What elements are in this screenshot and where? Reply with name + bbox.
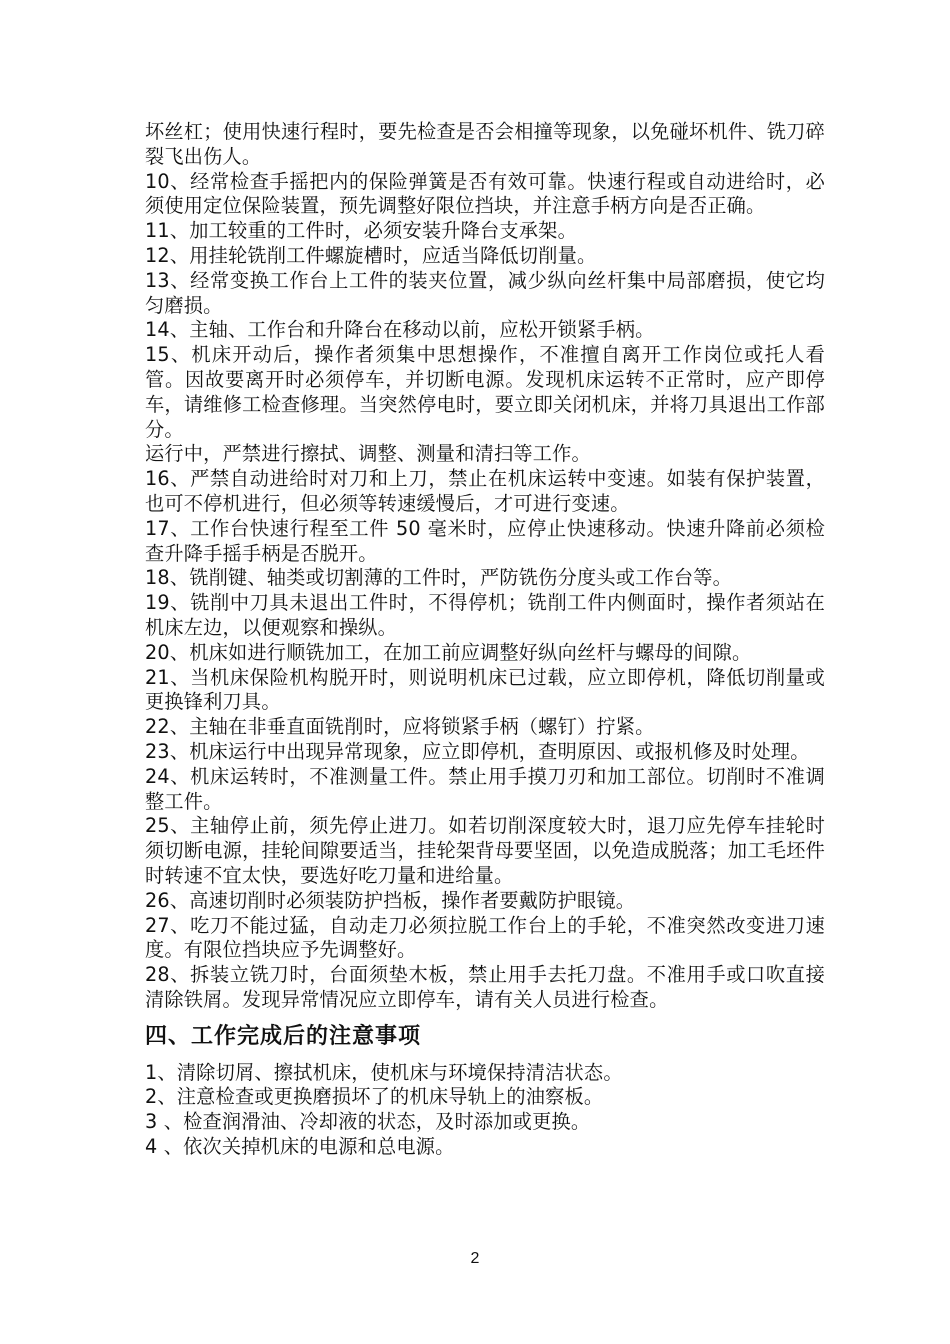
rule-22: 22、主轴在非垂直面铣削时，应将锁紧手柄（螺钉）拧紧。 <box>145 715 655 739</box>
page-number: 2 <box>470 1250 480 1267</box>
rule-12: 12、用挂轮铣削工件螺旋槽时，应适当降低切削量。 <box>145 243 597 267</box>
rule-14: 14、主轴、工作台和升降台在移动以前，应松开锁紧手柄。 <box>145 318 655 342</box>
rule-16: 16、严禁自动进给时对刀和上刀，禁止在机床运转中变速。如装有保护装置，也可不停机进行，但必须等转速缓慢后，才可进行变速。 <box>145 467 825 515</box>
rule-10: 10、经常检查手摇把内的保险弹簧是否有效可靠。快速行程或自动进给时，必须使用定位保险装置，预先调整好限位挡块，并注意手柄方向是否正确。 <box>145 169 825 218</box>
after-work-item-4: 4 、依次关掉机床的电源和总电源。 <box>145 1135 455 1159</box>
rule-20: 20、机床如进行顺铣加工，在加工前应调整好纵向丝杆与螺母的间隙。 <box>145 640 752 664</box>
rules-list-continued <box>145 120 825 1013</box>
rule-17: 17、工作台快速行程至工件 50 毫米时，应停止快速移动。快速升降前必须检查升降手摇手柄是否脱开。 <box>145 516 825 565</box>
paragraph-continuation: 坏丝杠；使用快速行程时，要先检查是否会相撞等现象，以免碰坏机件、铣刀碎裂飞出伤人。 <box>145 120 825 168</box>
after-work-item-2: 2、注意检查或更换磨损坏了的机床导轨上的油察板。 <box>145 1085 604 1109</box>
rule-15-note: 运行中，严禁进行擦拭、调整、测量和清扫等工作。 <box>145 442 591 466</box>
after-work-item-3: 3 、检查润滑油、冷却液的状态，及时添加或更换。 <box>145 1110 591 1134</box>
rule-27: 27、吃刀不能过猛，自动走刀必须拉脱工作台上的手轮，不准突然改变进刀速度。有限位挡块应予先调整好。 <box>145 913 825 962</box>
rule-26: 26、高速切削时必须装防护挡板，操作者要戴防护眼镜。 <box>145 888 636 912</box>
rule-18: 18、铣削键、轴类或切割薄的工件时，严防铣伤分度头或工作台等。 <box>145 566 733 590</box>
rule-24: 24、机床运转时，不准测量工件。禁止用手摸刀刃和加工部位。切削时不准调整工件。 <box>145 764 825 813</box>
section-heading: 四、工作完成后的注意事项 <box>145 1023 422 1049</box>
rule-21: 21、当机床保险机构脱开时，则说明机床已过载，应立即停机，降低切削量或更换锋利刀具。 <box>145 665 825 714</box>
after-work-list <box>145 1061 825 1160</box>
rule-25: 25、主轴停止前，须先停止进刀。如若切削深度较大时，退刀应先停车挂轮时须切断电源，挂轮间隙要适当，挂轮架背母要坚固，以免造成脱落；加工毛坯件时转速不宜太快，要选好吃刀量和进给量。 <box>145 814 825 887</box>
rule-13: 13、经常变换工作台上工件的装夹位置，减少纵向丝杆集中局部磨损，使它均匀磨损。 <box>145 268 825 317</box>
rule-11: 11、加工较重的工件时，必须安装升降台支承架。 <box>145 219 577 243</box>
rule-28: 28、拆装立铣刀时，台面须垫木板，禁止用手去托刀盘。不准用手或口吹直接清除铁屑。发现异常情况应立即停车，请有关人员进行检查。 <box>145 963 825 1011</box>
rule-23: 23、机床运行中出现异常现象，应立即停机，查明原因、或报机修及时处理。 <box>145 739 810 763</box>
rule-19: 19、铣削中刀具未退出工件时，不得停机；铣削工件内侧面时，操作者须站在机床左边，以便观察和操纵。 <box>145 591 825 639</box>
after-work-item-1: 1、清除切屑、擦拭机床，使机床与环境保持清洁状态。 <box>145 1060 623 1084</box>
rule-15: 15、机床开动后，操作者须集中思想操作，不准擅自离开工作岗位或托人看管。因故要离开时必须停车，并切断电源。发现机床运转不正常时，应产即停车，请维修工检查修理。当突然停电时，要立即关闭机床，并将刀具退出工作部分。 <box>145 343 825 441</box>
document-body <box>145 120 825 1160</box>
